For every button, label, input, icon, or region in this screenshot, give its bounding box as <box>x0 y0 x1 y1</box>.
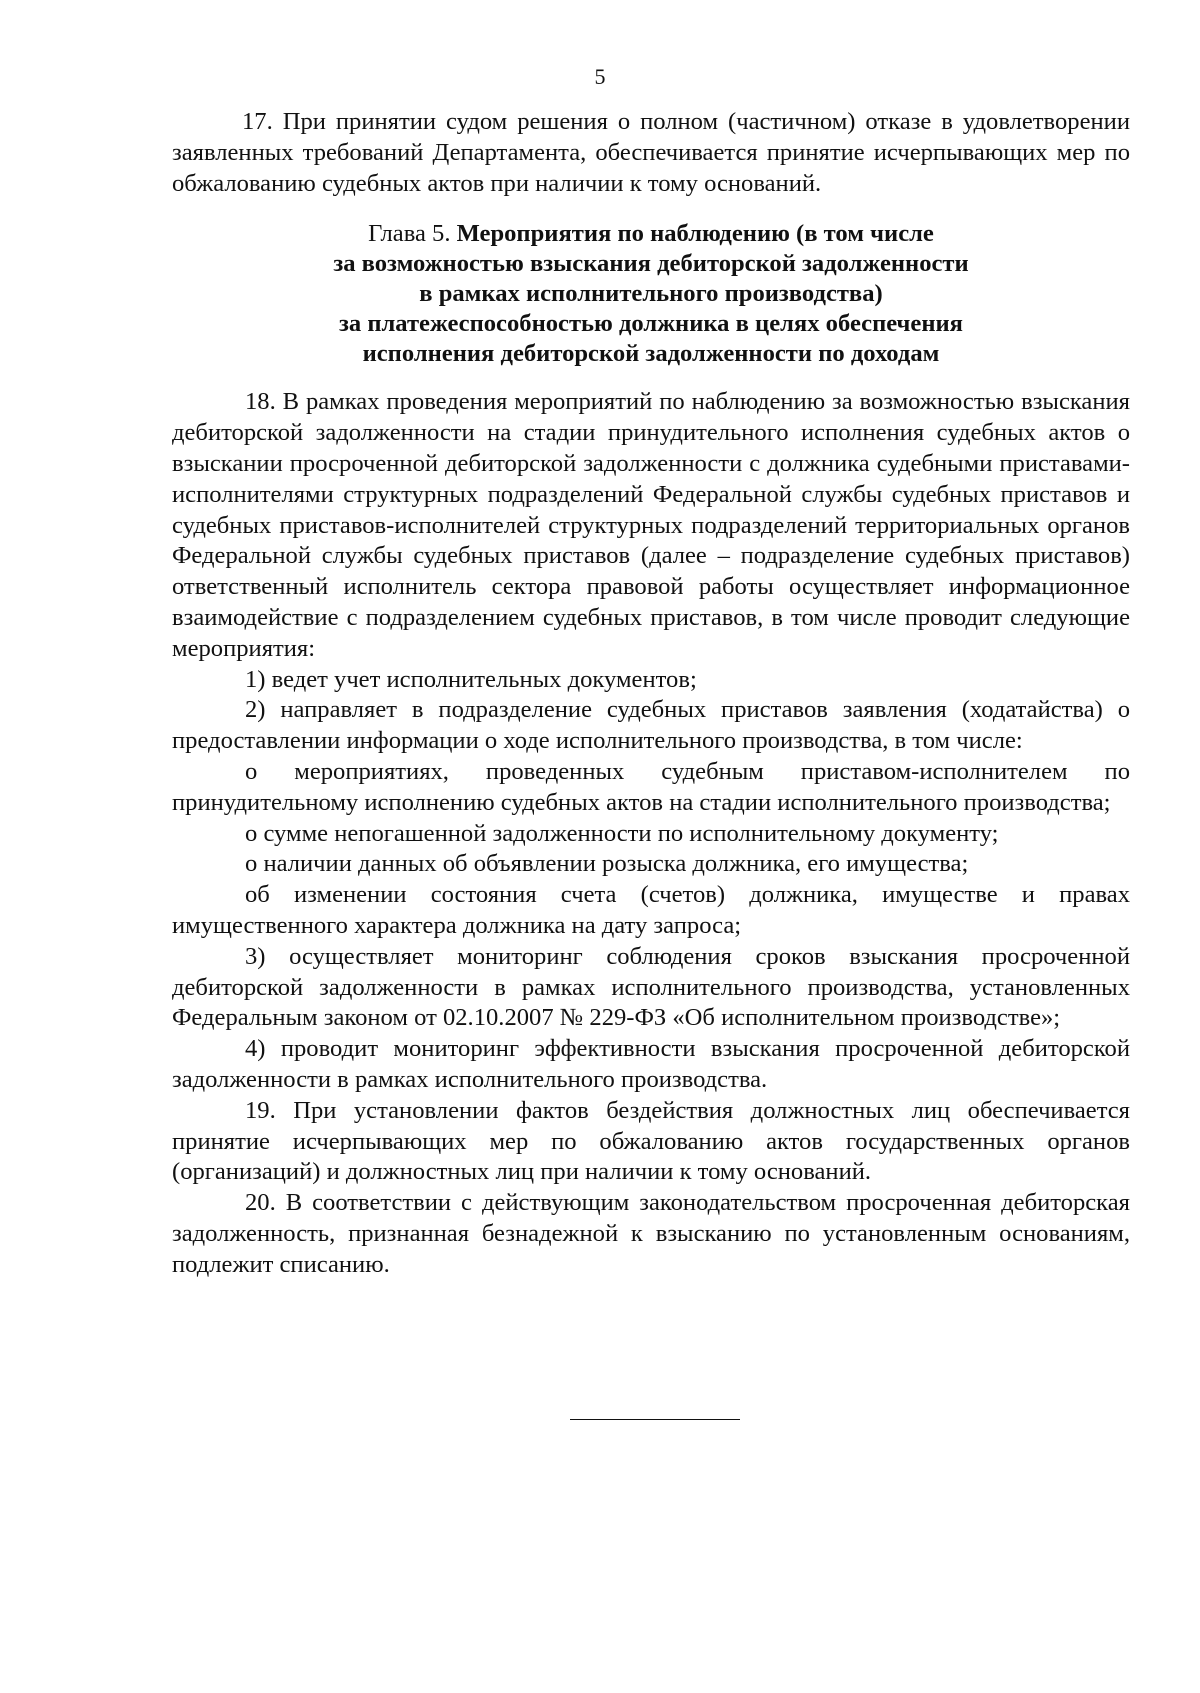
sub-item-account-changes: об изменении состояния счета (счетов) должника, имуществе и правах имущественного характера должника на дату запроса; <box>172 881 1130 939</box>
paragraph-18: 18. В рамках проведения мероприятий по наблюдению за возможностью взыскания дебиторской задолженности на стадии принудительного исполнения судебных актов о взыскании просроченной дебиторской задолженности с должника судебными приставами-исполнителями структурных подразделений Федеральной службы судебных приставов и судебных приставов-исполнителей структурных подразделений территориальных органов Федеральной службы судебных приставов (далее – подразделение судебных приставов) ответственный исполнитель сектора правовой работы осуществляет информационное взаимодействие с подразделением судебных приставов, в том числе проводит следующие мероприятия: <box>172 388 1130 662</box>
page-number: 5 <box>594 64 606 89</box>
list-item-2: 2) направляет в подразделение судебных приставов заявления (ходатайства) о предоставлении информации о ходе исполнительного производства, в том числе: <box>172 696 1130 755</box>
paragraph-17: 17. При принятии судом решения о полном (частичном) отказе в удовлетворении заявленных требований Департамента, обеспечивается принятие исчерпывающих мер по обжалованию судебных актов при наличии к тому оснований. <box>172 108 1130 197</box>
end-separator-line <box>570 1419 740 1420</box>
document-body <box>172 107 1130 1281</box>
sub-item-debt-sum: о сумме непогашенной задолженности по исполнительному документу; <box>245 819 999 847</box>
paragraph-20: 20. В соответствии с действующим законодательством просроченная дебиторская задолженность, признанная безнадежной к взысканию по установленным основаниям, подлежит списанию. <box>172 1189 1130 1278</box>
chapter-title-line-1: Мероприятия по наблюдению (в том числе <box>456 220 934 248</box>
chapter-title-line-4: за платежеспособностью должника в целях обеспечения <box>339 310 963 338</box>
paragraph-19: 19. При установлении фактов бездействия должностных лиц обеспечивается принятие исчерпывающих мер по обжалованию актов государственных органов (организаций) и должностных лиц при наличии к тому оснований. <box>172 1096 1130 1186</box>
list-item-4: 4) проводит мониторинг эффективности взыскания просроченной дебиторской задолженности в рамках исполнительного производства. <box>172 1035 1130 1093</box>
chapter-heading <box>172 219 1130 369</box>
sub-item-measures: о мероприятиях, проведенных судебным приставом-исполнителем по принудительному исполнению судебных актов на стадии исполнительного производства; <box>172 757 1130 816</box>
list-item-3: 3) осуществляет мониторинг соблюдения сроков взыскания просроченной дебиторской задолженности в рамках исполнительного производства, установленных Федеральным законом от 02.10.2007 № 229-ФЗ «Об исполнительном производстве»; <box>172 942 1130 1032</box>
chapter-title-line-5: исполнения дебиторской задолженности по доходам <box>362 340 940 368</box>
chapter-title-line-3: в рамках исполнительного производства) <box>419 280 883 308</box>
sub-item-search: о наличии данных об объявлении розыска должника, его имущества; <box>245 850 969 878</box>
list-item-1: 1) ведет учет исполнительных документов; <box>245 665 697 693</box>
chapter-prefix: Глава 5. <box>368 220 457 248</box>
chapter-title-line-2: за возможностью взыскания дебиторской задолженности <box>333 250 969 278</box>
